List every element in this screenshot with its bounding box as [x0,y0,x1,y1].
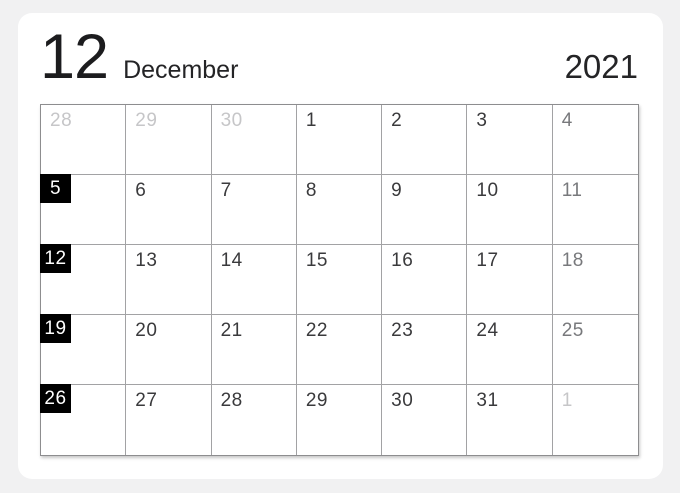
calendar-cell [41,315,126,385]
day-number: 18 [561,250,584,271]
day-number: 17 [476,250,499,271]
calendar-cell [126,175,211,245]
day-number: 28 [220,390,243,411]
day-number: 19 [44,317,67,339]
day-number: 2 [391,110,403,131]
month-name: December [123,56,239,84]
calendar-cell [126,385,211,455]
calendar-cell [553,105,638,175]
calendar-cell [382,385,467,455]
calendar-cell [41,175,126,245]
calendar-cell [467,245,552,315]
calendar-cell [212,175,297,245]
sunday-day-badge [40,174,71,203]
day-number: 10 [476,180,499,201]
day-number: 31 [476,390,499,411]
calendar-cell [126,245,211,315]
day-number: 23 [391,320,414,341]
day-number: 16 [391,250,414,271]
calendar-cell [297,175,382,245]
month-number: 12 [40,22,109,92]
day-number: 5 [49,177,62,199]
day-number: 27 [135,390,158,411]
day-number: 28 [50,110,73,131]
calendar-cell [126,105,211,175]
calendar-cell [41,105,126,175]
calendar-cell [41,245,126,315]
calendar-cell [297,245,382,315]
calendar-cell [553,245,638,315]
calendar-cell [41,385,126,455]
calendar-cell [126,315,211,385]
day-number: 24 [476,320,499,341]
day-number: 13 [135,250,158,271]
calendar-cell [297,385,382,455]
day-number: 1 [561,390,573,411]
calendar-cell [553,315,638,385]
calendar-cell [212,315,297,385]
calendar-cell [297,315,382,385]
day-number: 30 [391,390,414,411]
day-number: 6 [135,180,147,201]
day-number: 21 [220,320,243,341]
calendar-cell [382,105,467,175]
day-number: 15 [305,250,328,271]
day-number: 3 [476,110,488,131]
day-number: 26 [44,387,67,409]
calendar-cell [467,385,552,455]
calendar-cell [212,245,297,315]
day-number: 20 [135,320,158,341]
day-number: 4 [561,110,573,131]
day-number: 29 [135,110,158,131]
calendar-cell [382,245,467,315]
day-number: 11 [561,180,583,201]
day-number: 14 [220,250,243,271]
calendar-cell [467,175,552,245]
calendar-cell [467,315,552,385]
day-number: 12 [44,247,67,269]
calendar-cell [553,175,638,245]
sunday-day-badge [40,384,71,413]
day-number: 22 [305,320,328,341]
calendar-cell [212,105,297,175]
calendar-cell [382,315,467,385]
calendar-cell [212,385,297,455]
sunday-day-badge [40,244,71,273]
day-number: 9 [391,180,403,201]
day-number: 25 [561,320,584,341]
day-number: 1 [305,110,317,131]
day-number: 30 [220,110,243,131]
calendar-grid [40,104,639,456]
calendar-cell [382,175,467,245]
calendar-card [18,13,663,479]
calendar-cell [297,105,382,175]
calendar-header [40,23,638,101]
sunday-day-badge [40,314,71,343]
calendar-cell [467,105,552,175]
year-label: 2021 [564,48,638,85]
day-number: 8 [305,180,317,201]
day-number: 29 [305,390,328,411]
calendar-cell [553,385,638,455]
day-number: 7 [220,180,232,201]
